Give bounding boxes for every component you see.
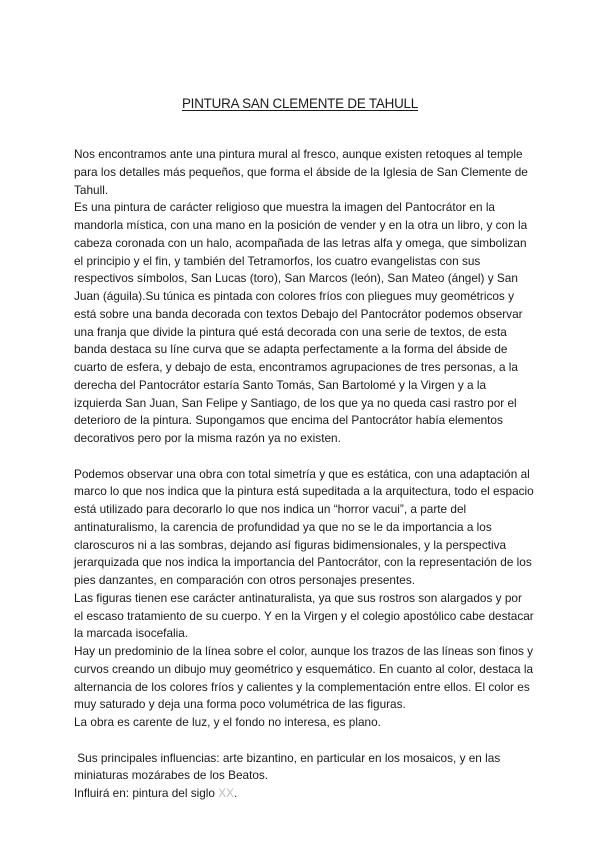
influence-prefix: Influirá en: pintura del siglo bbox=[74, 786, 219, 800]
influence-suffix: . bbox=[234, 786, 238, 800]
paragraph-spacer bbox=[74, 448, 534, 466]
paragraph-analysis: Podemos observar una obra con total simetría y que es estática, con una adaptación al marco lo que nos indica que la pintura está supeditada a la arquitectura, todo el espacio está utilizado para decorarlo lo que nos indica un “horror vacui”, a parte del antinaturalismo, la carencia de profundidad ya que no se le da importancia a los claroscuros ni a las sombras, dejando así figuras bidimensionales, y la perspectiva jerarquizada que nos indica la importancia del Pantocrátor, con la representación de los pies danzantes, en comparación con otros personajes presentes. bbox=[74, 466, 534, 587]
document-title: PINTURA SAN CLEMENTE DE TAHULL bbox=[181, 96, 419, 111]
document-body bbox=[74, 146, 534, 803]
paragraph-description: Es una pintura de carácter religioso que muestra la imagen del Pantocrátor en la mandorla mística, con una mano en la posición de vender y en la otra un libro, y con la cabeza coronada con un halo, acompañada de las letras alfa y omega, que simbolizan el principio y el fin, y también del Tetramorfos, los cuatro evangelistas con sus respectivos símbolos, San Lucas (toro), San Marcos (león), San Mateo (ángel) y San Juan (águila).Su túnica es pintada con colores fríos con pliegues muy geométricos y está sobre una banda decorada con textos Debajo del Pantocrátor podemos observar una franja que divide la pintura qué está decorada con una serie de textos, de esta banda destaca su líne curva que se adapta perfectamente a la forma del ábside de cuarto de esfera, y debajo de esta, encontramos agrupaciones de tres personas, a la derecha del Pantocrátor estaría Santo Tomás, San Bartolomé y la Virgen y a la izquierda San Juan, San Felipe y Santiago, de los que ya no queda casi rastro por el deterioro de la pintura. Supongamos que encima del Pantocrátor había elementos decorativos pero por la misma razón ya no existen. bbox=[74, 200, 528, 445]
paragraph-influence-result bbox=[74, 785, 534, 803]
paragraph-spacer bbox=[74, 732, 534, 750]
paragraph-intro: Nos encontramos ante una pintura mural al fresco, aunque existen retoques al temple para los detalles más pequeños, que forma el ábside de la Iglesia de San Clemente de Tahull. bbox=[74, 147, 528, 197]
paragraph-light: La obra es carente de luz, y el fondo no interesa, es plano. bbox=[74, 715, 381, 729]
century-highlight: XX bbox=[218, 786, 235, 800]
paragraph-line-color: Hay un predominio de la línea sobre el color, aunque los trazos de las líneas son finos y curvos creando un dibujo muy geométrico y esquemático. En cuanto al color, destaca la alternancia de los colores fríos y calientes y la complementación entre ellos. El color es muy saturado y deja una forma poco volumétrica de las figuras. bbox=[74, 644, 534, 712]
paragraph-figures: Las figuras tienen ese carácter antinaturalista, ya que sus rostros son alargados y por el escaso tratamiento de su cuerpo. Y en la Virgen y el colegio apostólico cabe destacar la marcada isocefalia. bbox=[74, 590, 534, 641]
paragraph-influences: Sus principales influencias: arte bizantino, en particular en los mosaicos, y en las miniaturas mozárabes de los Beatos. bbox=[74, 750, 504, 783]
